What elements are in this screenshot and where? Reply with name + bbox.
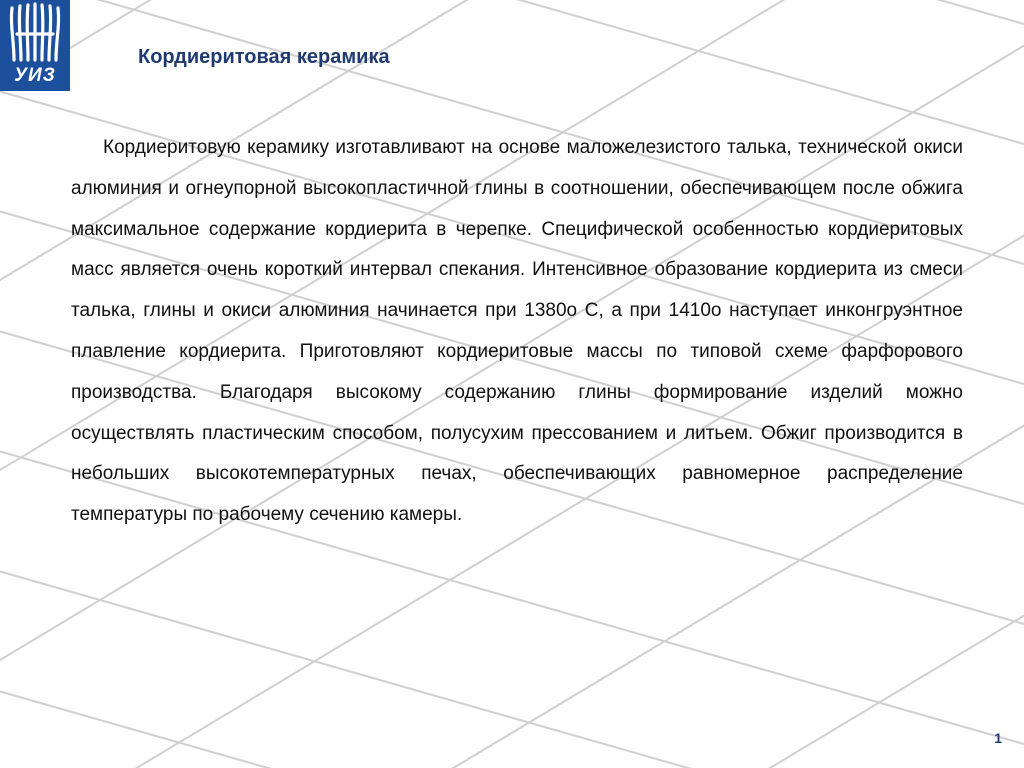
logo-emblem-icon [0,0,70,66]
uiz-logo [0,0,70,91]
page-number: 1 [994,730,1002,746]
slide-body-text: Кордиеритовую керамику изготавливают на основе маложелезистого талька, технической окиси алюминия и огнеупорной высокопластичной глины в соотношении, обеспечивающем после обжига максимальное содержание кордиерита в черепке. Специфической особенностью кордиеритовых масс является очень короткий интервал спекания. Интенсивное образование кордиерита из смеси талька, глины и окиси алюминия начинается при 1380о С, а при 1410о наступает инконгруэнтное плавление кордиерита. Приготовляют кордиеритовые массы по типовой схеме фарфорового производства. Благодаря высокому содержанию глины формирование изделий можно осуществлять пластическим способом, полусухим прессованием и литьем. Обжиг производится в небольших высокотемпературных печах, обеспечивающих равномерное распределение температуры по рабочему сечению камеры. [71,137,963,526]
slide-title: Кордиеритовая керамика [138,46,390,68]
logo-text: УИЗ [14,65,56,86]
